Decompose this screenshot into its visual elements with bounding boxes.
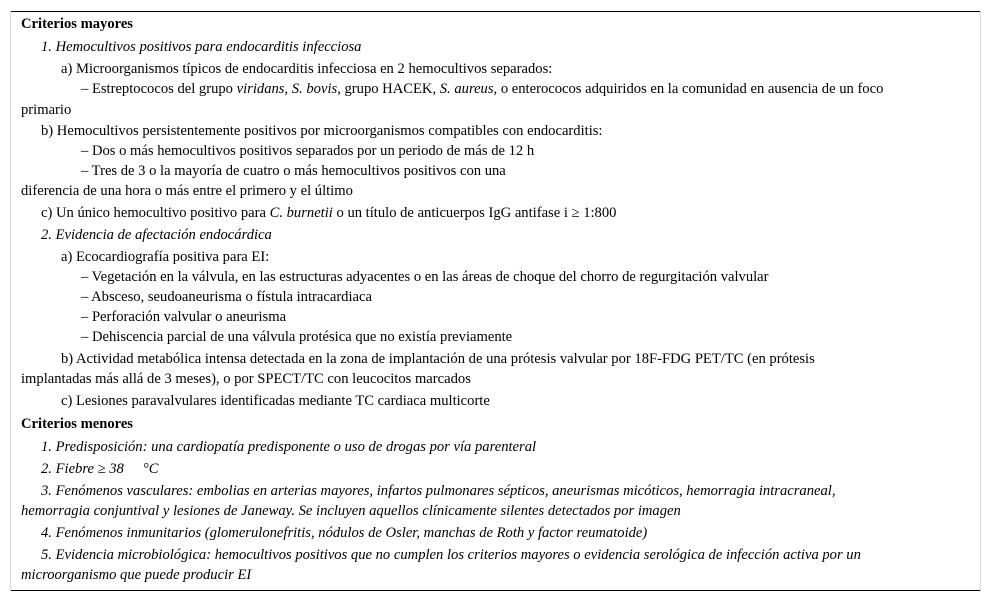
text-segment: – Estreptococos del grupo: [81, 81, 237, 97]
major-criterion-2b: b) Actividad metabólica intensa detectada en la zona de implantación de una prótesis valvular por 18F-FDG PET/TC (en prótesis: [61, 351, 815, 367]
text-segment: , o enterococos adquiridos en la comunidad en ausencia de un foco: [493, 81, 884, 97]
minor-criterion-3: 3. Fenómenos vasculares: embolias en arterias mayores, infartos pulmonares sépticos, aneurismas micóticos, hemorragia intracraneal,: [41, 483, 836, 499]
minor-criteria-heading: Criterios menores: [21, 416, 133, 432]
minor-criterion-2: [41, 461, 158, 477]
major-criterion-1: 1. Hemocultivos positivos para endocarditis infecciosa: [41, 39, 362, 55]
major-criterion-2a-item-3: – Perforación valvular o aneurisma: [81, 309, 287, 325]
text-segment: o un título de anticuerpos IgG antifase i ≥ 1:800: [332, 205, 617, 221]
major-criteria-heading: Criterios mayores: [21, 16, 133, 32]
major-criterion-1b-item-2-cont: diferencia de una hora o más entre el primero y el último: [21, 183, 353, 199]
major-criterion-1b: b) Hemocultivos persistentemente positivos por microorganismos compatibles con endocarditis:: [41, 123, 603, 139]
text-segment: , grupo HACEK,: [337, 81, 440, 97]
minor-criterion-5: 5. Evidencia microbiológica: hemocultivos positivos que no cumplen los criterios mayores o evidencia serológica de infección activa por un: [41, 547, 861, 563]
major-criterion-2a: a) Ecocardiografía positiva para EI:: [61, 249, 270, 265]
major-criterion-2a-item-4: – Dehiscencia parcial de una válvula protésica que no existía previamente: [81, 329, 513, 345]
major-criterion-2: 2. Evidencia de afectación endocárdica: [41, 227, 272, 243]
major-criterion-1b-item-2: – Tres de 3 o la mayoría de cuatro o más hemocultivos positivos con una: [81, 163, 506, 179]
minor-criterion-4: 4. Fenómenos inmunitarios (glomerulonefritis, nódulos de Osler, manchas de Roth y factor reumatoide): [41, 525, 648, 541]
minor-criterion-3-cont: hemorragia conjuntival y lesiones de Janeway. Se incluyen aquellos clínicamente silentes detectados por imagen: [21, 503, 681, 519]
major-criterion-1a: a) Microorganismos típicos de endocarditis infecciosa en 2 hemocultivos separados:: [61, 61, 553, 77]
major-criterion-2c: c) Lesiones paravalvulares identificadas mediante TC cardiaca multicorte: [61, 393, 490, 409]
major-criterion-1b-item-1: – Dos o más hemocultivos positivos separados por un periodo de más de 12 h: [81, 143, 535, 159]
organism-name: C. burnetii: [269, 205, 333, 221]
table-left-border: [10, 11, 11, 591]
major-criterion-1c: [41, 205, 616, 221]
text-segment: c) Un único hemocultivo positivo para: [41, 205, 270, 221]
major-criterion-2a-item-1: – Vegetación en la válvula, en las estructuras adyacentes o en las áreas de choque del chorro de regurgitación valvular: [81, 269, 769, 285]
minor-criterion-1: 1. Predisposición: una cardiopatía predisponente o uso de drogas por vía parenteral: [41, 439, 537, 455]
text-segment: 2. Fiebre ≥ 38: [41, 461, 124, 477]
organism-name: S. aureus: [439, 81, 494, 97]
major-criterion-2a-item-2: – Absceso, seudoaneurisma o fístula intracardiaca: [81, 289, 372, 305]
major-criterion-1a-item: [81, 81, 883, 97]
organism-names: viridans, S. bovis: [236, 81, 338, 97]
major-criterion-1a-item-cont: primario: [21, 102, 72, 118]
major-criterion-2b-cont: implantadas más allá de 3 meses), o por SPECT/TC con leucocitos marcados: [21, 371, 471, 387]
table-right-border: [980, 11, 981, 591]
minor-criterion-5-cont: microorganismo que puede producir EI: [21, 567, 252, 583]
temperature-unit: °C: [142, 461, 159, 477]
